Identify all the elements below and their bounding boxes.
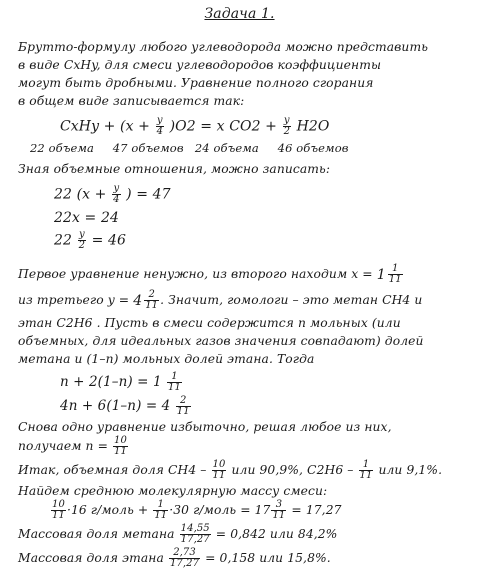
molar-calc: $\frac{10}{11}$ ·16 г/моль + $\frac{1}{11}$ ·30 г/моль = 17 $\frac{3}{11}$ = 17,27	[52, 499, 342, 521]
eq-3: 22 $\frac{y}{2}$ = 46	[54, 229, 127, 251]
ratios-intro: Зная объемные отношения, можно записать:	[18, 162, 331, 176]
solve-line-5: метана и (1–n) мольных долей этана. Тогда	[18, 352, 315, 366]
got-line: получаем n = $\frac{10}{11}$	[18, 435, 127, 457]
intro-line-4: в общем виде записывается так:	[18, 94, 245, 108]
intro-line-3: могут быть дробными. Уравнение полного сгорания	[18, 76, 374, 90]
intro-line-2: в виде CxHy, для смеси углеводородов коэффициенты	[18, 58, 382, 72]
solve-line-4: объемных, для идеальных газов значения совпадают) долей	[18, 334, 424, 348]
n-eq-2: 4n + 6(1–n) = 4 $\frac{2}{11}$	[60, 395, 190, 417]
eq-1: 22 (x + $\frac{y}{4}$ ) = 47	[54, 183, 171, 205]
molar-intro: Найдем среднюю молекулярную массу смеси:	[18, 484, 328, 498]
solve-line-3: этан C2H6 . Пусть в смеси содержится n мольных (или	[18, 316, 401, 330]
eq-2: 22x = 24	[54, 210, 119, 226]
intro-line-1: Брутто-формулу любого углеводорода можно представить	[18, 40, 428, 54]
solve-line-1: Первое уравнение ненужно, из второго находим x = 1 $\frac{1}{11}$	[18, 263, 402, 285]
volume-labels: 22 объема 47 объемов 24 объема 46 объемов	[30, 141, 349, 155]
mass-methane: Массовая доля метана $\frac{14,55}{17,27}$ = 0,842 или 84,2%	[18, 523, 338, 545]
task-title: Задача 1.	[204, 6, 275, 22]
again-line: Снова одно уравнение избыточно, решая любое из них,	[18, 420, 392, 434]
solve-line-2: из третьего y = 4 $\frac{2}{11}$ . Значит, гомологи – это метан CH4 и	[18, 289, 423, 311]
mass-ethane: Массовая доля этана $\frac{2,73}{17,27}$ = 0,158 или 15,8%.	[18, 547, 331, 569]
result-volume: Итак, объемная доля CH4 – $\frac{10}{11}$ или 90,9%, C2H6 – $\frac{1}{11}$ или 9,1%.	[18, 459, 443, 481]
n-eq-1: n + 2(1–n) = 1 $\frac{1}{11}$	[60, 371, 181, 393]
combustion-equation: CxHy + (x + $\frac{y}{4}$ )O2 = x CO2 + $\frac{y}{2}$ H2O	[60, 115, 330, 137]
